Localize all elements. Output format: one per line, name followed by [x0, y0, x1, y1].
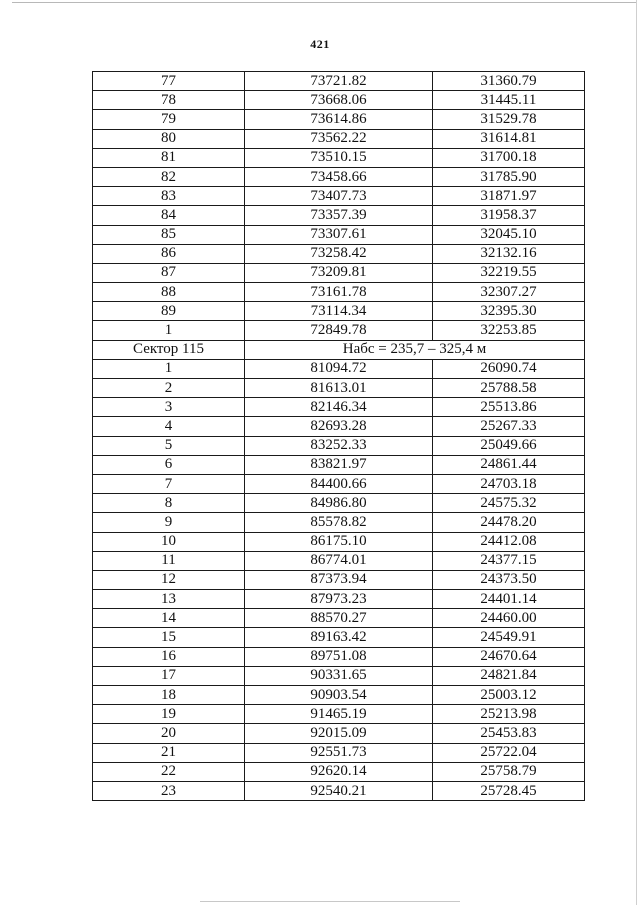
table-row: [93, 551, 585, 570]
table-row: [93, 609, 585, 628]
scan-border-bottom: [200, 901, 460, 902]
point-number-cell: 77: [93, 72, 245, 91]
y-coordinate-cell: 24703.18: [433, 474, 585, 493]
y-coordinate-cell: 25788.58: [433, 379, 585, 398]
table-row: [93, 398, 585, 417]
x-coordinate-cell: 91465.19: [245, 705, 433, 724]
x-coordinate-cell: 73161.78: [245, 283, 433, 302]
sector-header-block: [93, 340, 585, 359]
x-coordinate-cell: 86774.01: [245, 551, 433, 570]
x-coordinate-cell: 73721.82: [245, 72, 433, 91]
y-coordinate-cell: 31871.97: [433, 187, 585, 206]
point-number-cell: 5: [93, 436, 245, 455]
x-coordinate-cell: 84986.80: [245, 494, 433, 513]
table-row: [93, 417, 585, 436]
x-coordinate-cell: 73562.22: [245, 129, 433, 148]
y-coordinate-cell: 32395.30: [433, 302, 585, 321]
table-row: [93, 474, 585, 493]
y-coordinate-cell: 26090.74: [433, 359, 585, 378]
x-coordinate-cell: 83821.97: [245, 455, 433, 474]
table-row: [93, 628, 585, 647]
point-number-cell: 82: [93, 167, 245, 186]
y-coordinate-cell: 31445.11: [433, 91, 585, 110]
x-coordinate-cell: 73614.86: [245, 110, 433, 129]
sector-label: Сектор 115: [93, 340, 245, 359]
x-coordinate-cell: 73668.06: [245, 91, 433, 110]
x-coordinate-cell: 73407.73: [245, 187, 433, 206]
page-number: 421: [310, 37, 330, 51]
y-coordinate-cell: 31614.81: [433, 129, 585, 148]
coordinates-block-2: [93, 359, 585, 800]
point-number-cell: 9: [93, 513, 245, 532]
point-number-cell: 20: [93, 724, 245, 743]
point-number-cell: 16: [93, 647, 245, 666]
x-coordinate-cell: 86175.10: [245, 532, 433, 551]
y-coordinate-cell: 31529.78: [433, 110, 585, 129]
point-number-cell: 78: [93, 91, 245, 110]
y-coordinate-cell: 25758.79: [433, 762, 585, 781]
table-row: [93, 167, 585, 186]
y-coordinate-cell: 31785.90: [433, 167, 585, 186]
x-coordinate-cell: 92620.14: [245, 762, 433, 781]
point-number-cell: 11: [93, 551, 245, 570]
point-number-cell: 80: [93, 129, 245, 148]
point-number-cell: 81: [93, 148, 245, 167]
y-coordinate-cell: 32307.27: [433, 283, 585, 302]
point-number-cell: 15: [93, 628, 245, 647]
table-row: [93, 379, 585, 398]
y-coordinate-cell: 32132.16: [433, 244, 585, 263]
y-coordinate-cell: 24478.20: [433, 513, 585, 532]
table-row: [93, 91, 585, 110]
x-coordinate-cell: 89163.42: [245, 628, 433, 647]
x-coordinate-cell: 73510.15: [245, 148, 433, 167]
coordinates-block-1: [93, 72, 585, 341]
table-row: [93, 302, 585, 321]
y-coordinate-cell: 32253.85: [433, 321, 585, 340]
table-row: [93, 148, 585, 167]
table-row: [93, 110, 585, 129]
point-number-cell: 88: [93, 283, 245, 302]
point-number-cell: 17: [93, 666, 245, 685]
point-number-cell: 8: [93, 494, 245, 513]
y-coordinate-cell: 24412.08: [433, 532, 585, 551]
point-number-cell: 14: [93, 609, 245, 628]
table-row: [93, 436, 585, 455]
y-coordinate-cell: 25049.66: [433, 436, 585, 455]
point-number-cell: 1: [93, 321, 245, 340]
y-coordinate-cell: 24549.91: [433, 628, 585, 647]
x-coordinate-cell: 82146.34: [245, 398, 433, 417]
scan-border-right: [636, 0, 637, 905]
y-coordinate-cell: 31700.18: [433, 148, 585, 167]
table-row: [93, 762, 585, 781]
table-row: [93, 206, 585, 225]
x-coordinate-cell: 92540.21: [245, 781, 433, 800]
table-row: [93, 455, 585, 474]
sector-elevation: Набс = 235,7 – 325,4 м: [245, 340, 585, 359]
x-coordinate-cell: 89751.08: [245, 647, 433, 666]
table-row: [93, 321, 585, 340]
y-coordinate-cell: 31958.37: [433, 206, 585, 225]
x-coordinate-cell: 73357.39: [245, 206, 433, 225]
x-coordinate-cell: 87373.94: [245, 570, 433, 589]
table-row: [93, 225, 585, 244]
point-number-cell: 2: [93, 379, 245, 398]
table-row: [93, 705, 585, 724]
x-coordinate-cell: 81613.01: [245, 379, 433, 398]
point-number-cell: 23: [93, 781, 245, 800]
y-coordinate-cell: 25513.86: [433, 398, 585, 417]
table-row: [93, 263, 585, 282]
point-number-cell: 12: [93, 570, 245, 589]
y-coordinate-cell: 24821.84: [433, 666, 585, 685]
x-coordinate-cell: 83252.33: [245, 436, 433, 455]
y-coordinate-cell: 32045.10: [433, 225, 585, 244]
point-number-cell: 4: [93, 417, 245, 436]
point-number-cell: 85: [93, 225, 245, 244]
table-row: [93, 781, 585, 800]
point-number-cell: 6: [93, 455, 245, 474]
table-row: [93, 244, 585, 263]
point-number-cell: 1: [93, 359, 245, 378]
point-number-cell: 84: [93, 206, 245, 225]
table-row: [93, 647, 585, 666]
x-coordinate-cell: 87973.23: [245, 590, 433, 609]
table-row: [93, 532, 585, 551]
table-row: [93, 590, 585, 609]
x-coordinate-cell: 73458.66: [245, 167, 433, 186]
x-coordinate-cell: 90331.65: [245, 666, 433, 685]
point-number-cell: 7: [93, 474, 245, 493]
y-coordinate-cell: 24460.00: [433, 609, 585, 628]
point-number-cell: 21: [93, 743, 245, 762]
y-coordinate-cell: 25722.04: [433, 743, 585, 762]
point-number-cell: 3: [93, 398, 245, 417]
point-number-cell: 19: [93, 705, 245, 724]
table-row: [93, 724, 585, 743]
table-row: [93, 129, 585, 148]
x-coordinate-cell: 72849.78: [245, 321, 433, 340]
y-coordinate-cell: 24670.64: [433, 647, 585, 666]
point-number-cell: 79: [93, 110, 245, 129]
x-coordinate-cell: 81094.72: [245, 359, 433, 378]
x-coordinate-cell: 73114.34: [245, 302, 433, 321]
x-coordinate-cell: 85578.82: [245, 513, 433, 532]
point-number-cell: 13: [93, 590, 245, 609]
y-coordinate-cell: 24373.50: [433, 570, 585, 589]
y-coordinate-cell: 24861.44: [433, 455, 585, 474]
point-number-cell: 83: [93, 187, 245, 206]
y-coordinate-cell: 24401.14: [433, 590, 585, 609]
point-number-cell: 10: [93, 532, 245, 551]
table-row: [93, 666, 585, 685]
x-coordinate-cell: 82693.28: [245, 417, 433, 436]
y-coordinate-cell: 31360.79: [433, 72, 585, 91]
x-coordinate-cell: 73258.42: [245, 244, 433, 263]
point-number-cell: 86: [93, 244, 245, 263]
table-row: [93, 72, 585, 91]
table-row: [93, 359, 585, 378]
y-coordinate-cell: 25728.45: [433, 781, 585, 800]
x-coordinate-cell: 73307.61: [245, 225, 433, 244]
y-coordinate-cell: 25267.33: [433, 417, 585, 436]
table-row: [93, 187, 585, 206]
sector-header-row: [93, 340, 585, 359]
y-coordinate-cell: 25003.12: [433, 686, 585, 705]
point-number-cell: 22: [93, 762, 245, 781]
coordinates-table: [92, 71, 585, 801]
x-coordinate-cell: 73209.81: [245, 263, 433, 282]
point-number-cell: 87: [93, 263, 245, 282]
table-row: [93, 743, 585, 762]
y-coordinate-cell: 25213.98: [433, 705, 585, 724]
table-row: [93, 686, 585, 705]
y-coordinate-cell: 24575.32: [433, 494, 585, 513]
table-row: [93, 513, 585, 532]
table-row: [93, 570, 585, 589]
point-number-cell: 18: [93, 686, 245, 705]
scan-border-top: [12, 2, 637, 3]
x-coordinate-cell: 92015.09: [245, 724, 433, 743]
x-coordinate-cell: 92551.73: [245, 743, 433, 762]
x-coordinate-cell: 90903.54: [245, 686, 433, 705]
table-row: [93, 283, 585, 302]
y-coordinate-cell: 24377.15: [433, 551, 585, 570]
x-coordinate-cell: 84400.66: [245, 474, 433, 493]
y-coordinate-cell: 32219.55: [433, 263, 585, 282]
y-coordinate-cell: 25453.83: [433, 724, 585, 743]
table-row: [93, 494, 585, 513]
point-number-cell: 89: [93, 302, 245, 321]
x-coordinate-cell: 88570.27: [245, 609, 433, 628]
